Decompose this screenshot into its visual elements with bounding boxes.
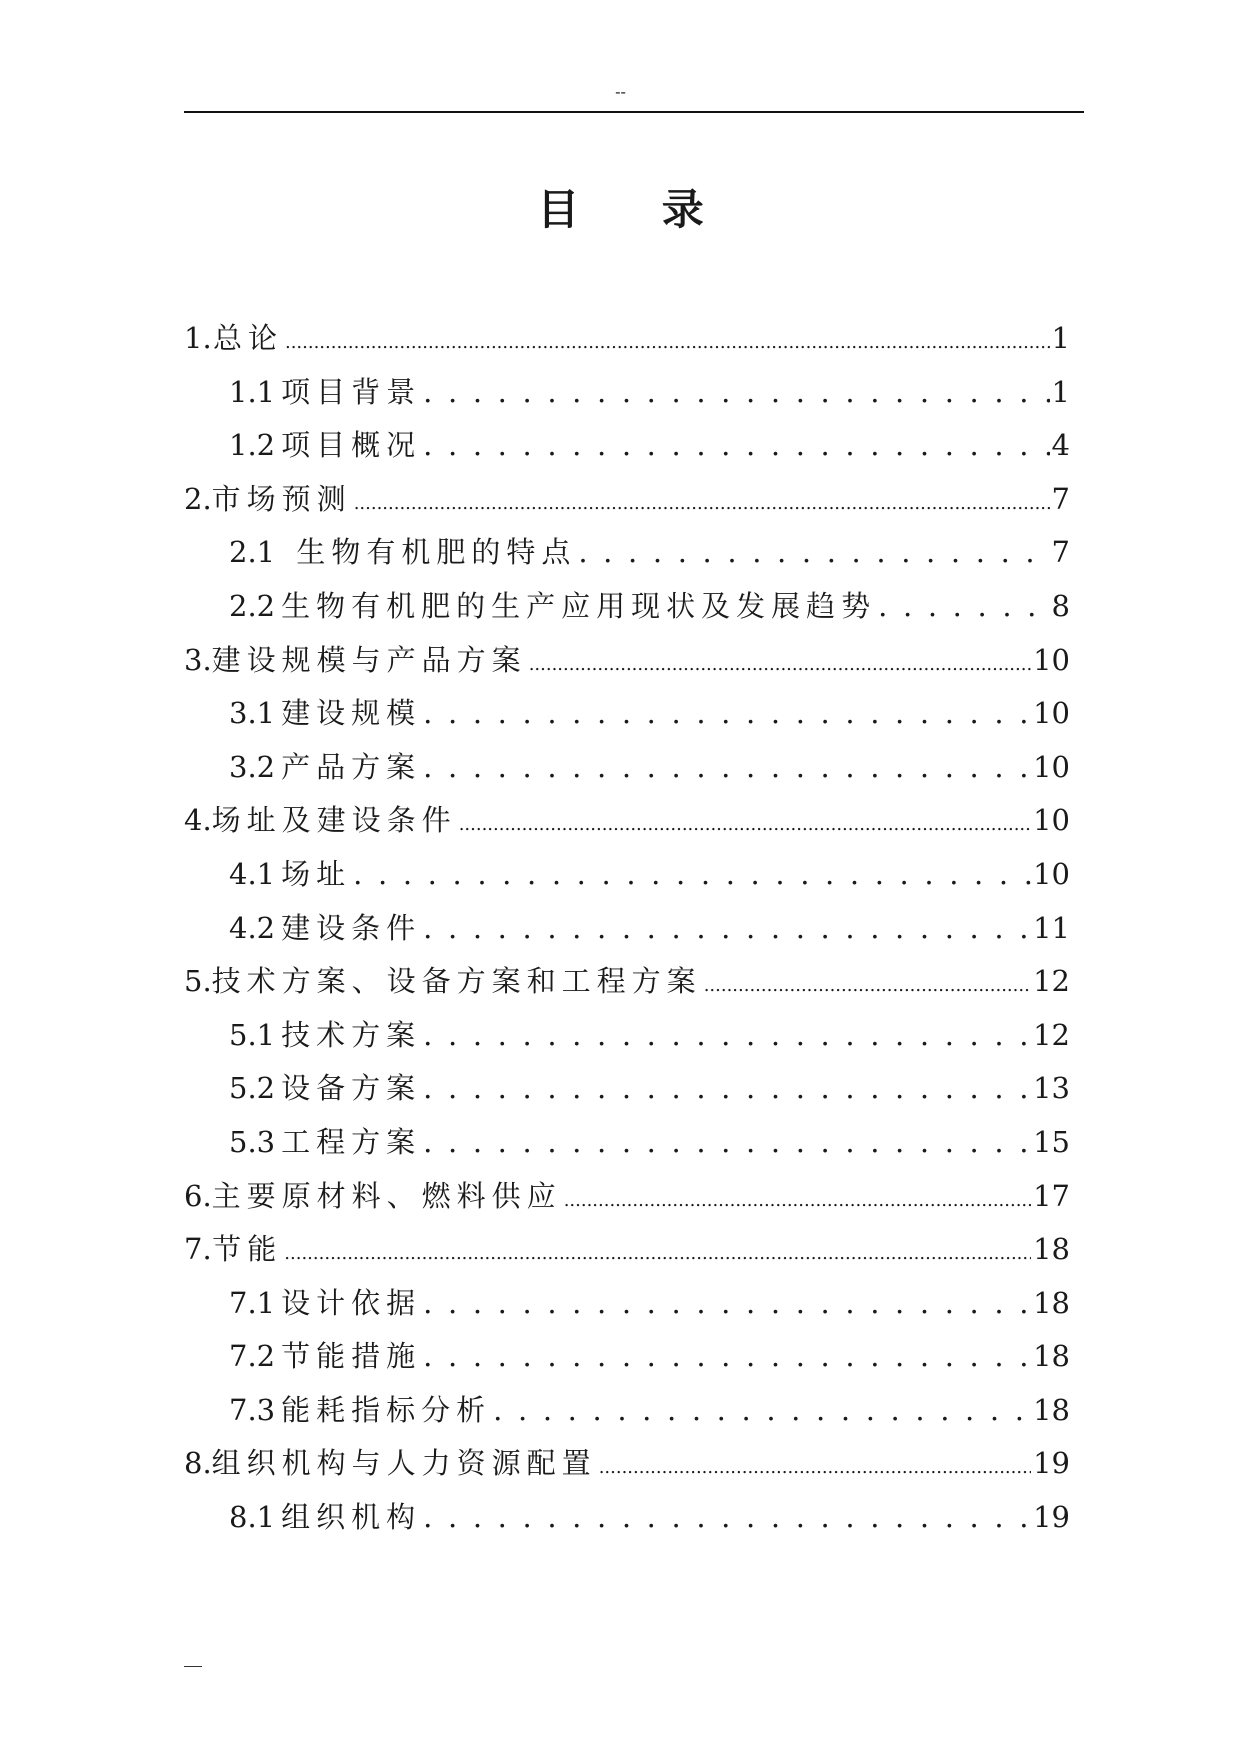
toc-entry-number: 3.2 (229, 749, 276, 784)
toc-entry-label: 产品方案 (281, 749, 422, 784)
toc-entry-number: 7. (184, 1232, 212, 1267)
toc-entry-number: 8.1 (229, 1500, 276, 1535)
toc-dot-leader (423, 1491, 1031, 1545)
toc-section-row[interactable] (184, 902, 1070, 956)
toc-entry-label: 组织机构与人力资源配置 (211, 1446, 597, 1481)
toc-section-row[interactable] (184, 1384, 1070, 1438)
toc-section-row[interactable] (184, 526, 1070, 580)
toc-section-row[interactable] (184, 1491, 1070, 1545)
toc-chapter-row[interactable] (184, 473, 1070, 527)
toc-entry-page-number: 1 (1051, 321, 1070, 355)
toc-entry-number: 4.2 (229, 910, 276, 945)
toc-dot-leader (459, 794, 1031, 848)
toc-entry-label: 主要原材料、燃料供应 (211, 1178, 562, 1213)
toc-section-row[interactable] (184, 687, 1070, 741)
toc-entry-page-number: 11 (1033, 910, 1070, 945)
toc-entry-label: 建设规模 (281, 696, 422, 731)
toc-entry-number: 1.1 (229, 374, 276, 409)
toc-entry-label: 能耗指标分析 (281, 1392, 492, 1427)
toc-entry-page-number: 10 (1033, 803, 1070, 838)
toc-entry-number: 5.2 (229, 1071, 276, 1106)
toc-entry-number: 5.1 (229, 1017, 276, 1052)
toc-entry-page-number: 12 (1033, 964, 1070, 999)
toc-entry-label: 节能 (212, 1232, 283, 1267)
toc-entry-page-number: 17 (1033, 1178, 1070, 1213)
toc-entry-page-number: 15 (1033, 1124, 1070, 1159)
toc-dot-leader (423, 1062, 1031, 1116)
toc-section-row[interactable] (184, 848, 1070, 902)
toc-entry-page-number: 19 (1033, 1446, 1070, 1481)
page-header-mark: -- (615, 82, 626, 101)
toc-entry-number: 4.1 (229, 856, 276, 891)
toc-section-row[interactable] (184, 366, 1070, 420)
toc-entry-number: 6. (184, 1178, 212, 1213)
toc-dot-leader (423, 1009, 1031, 1063)
toc-section-row[interactable] (184, 1116, 1070, 1170)
toc-entry-number: 2.2 (229, 588, 276, 623)
toc-entry-number: 4. (184, 803, 212, 838)
toc-section-row[interactable] (184, 1277, 1070, 1331)
toc-chapter-row[interactable] (184, 955, 1070, 1009)
toc-dot-leader (353, 848, 1031, 902)
toc-entry-label: 建设规模与产品方案 (211, 642, 527, 677)
toc-section-row[interactable] (184, 1009, 1070, 1063)
toc-entry-page-number: 10 (1033, 642, 1070, 677)
toc-entry-number: 7.2 (229, 1339, 276, 1374)
toc-entry-page-number: 12 (1033, 1017, 1070, 1052)
toc-chapter-row[interactable] (184, 1223, 1070, 1277)
toc-dot-leader (704, 955, 1031, 1009)
toc-entry-label: 生物有机肥的生产应用现状及发展趋势 (281, 588, 877, 623)
toc-entry-number: 2.1 (229, 535, 276, 570)
toc-entry-page-number: 13 (1033, 1071, 1070, 1106)
toc-entry-page-number: 10 (1033, 696, 1070, 731)
toc-entry-label: 场址及建设条件 (211, 803, 457, 838)
toc-entry-label: 组织机构 (281, 1500, 422, 1535)
toc-entry-number: 5. (184, 964, 212, 999)
toc-entry-page-number: 18 (1033, 1339, 1070, 1374)
toc-entry-label: 项目背景 (281, 374, 422, 409)
toc-dot-leader (493, 1384, 1031, 1438)
toc-entry-label: 节能措施 (281, 1339, 422, 1374)
header-rule (184, 111, 1084, 113)
toc-entry-page-number: 10 (1033, 749, 1070, 784)
toc-section-row[interactable] (184, 1062, 1070, 1116)
toc-dot-leader (578, 526, 1049, 580)
toc-dot-leader (423, 1277, 1031, 1331)
toc-chapter-row[interactable] (184, 1437, 1070, 1491)
toc-dot-leader (529, 634, 1031, 688)
toc-entry-label: 项目概况 (281, 428, 422, 463)
toc-entry-label: 场址 (281, 856, 352, 891)
toc-entry-number: 7.3 (229, 1392, 276, 1427)
toc-entry-number: 8. (184, 1446, 212, 1481)
toc-dot-leader (599, 1437, 1031, 1491)
toc-entry-number: 5.3 (229, 1124, 276, 1159)
toc-dot-leader (878, 580, 1049, 634)
toc-section-row[interactable] (184, 419, 1070, 473)
footer-mark (184, 1666, 202, 1667)
toc-dot-leader (423, 1116, 1031, 1170)
toc-entry-page-number: 7 (1051, 535, 1070, 570)
toc-entry-label: 总论 (212, 321, 283, 355)
toc-entry-number: 7.1 (229, 1285, 276, 1320)
toc-dot-leader (423, 366, 1049, 420)
toc-entry-number: 1.2 (229, 428, 276, 463)
toc-entry-label: 技术方案 (281, 1017, 422, 1052)
toc-entry-page-number: 18 (1033, 1392, 1070, 1427)
page-title: 目 录 (537, 185, 738, 234)
toc-chapter-row[interactable] (184, 794, 1070, 848)
toc-entry-page-number: 1 (1051, 374, 1070, 409)
toc-entry-label: 工程方案 (281, 1124, 422, 1159)
toc-chapter-row[interactable] (184, 634, 1070, 688)
toc-entry-number: 3. (184, 642, 212, 677)
toc-dot-leader (564, 1170, 1031, 1224)
toc-dot-leader (423, 687, 1031, 741)
toc-section-row[interactable] (184, 741, 1070, 795)
toc-dot-leader (423, 741, 1031, 795)
toc-entry-label: 设备方案 (281, 1071, 422, 1106)
toc-chapter-row[interactable] (184, 312, 1070, 366)
toc-dot-leader (354, 473, 1050, 527)
table-of-contents (184, 312, 1070, 1545)
toc-chapter-row[interactable] (184, 1170, 1070, 1224)
toc-entry-page-number: 19 (1033, 1500, 1070, 1535)
toc-section-row[interactable] (184, 580, 1070, 634)
toc-entry-page-number: 18 (1033, 1232, 1070, 1267)
toc-dot-leader (423, 1330, 1031, 1384)
toc-entry-page-number: 18 (1033, 1285, 1070, 1320)
toc-entry-number: 1. (184, 321, 212, 355)
toc-entry-label: 设计依据 (281, 1285, 422, 1320)
toc-entry-number: 2. (184, 481, 212, 516)
toc-dot-leader (284, 1223, 1031, 1277)
toc-section-row[interactable] (184, 1330, 1070, 1384)
toc-entry-label: 技术方案、设备方案和工程方案 (211, 964, 702, 999)
toc-entry-page-number: 7 (1051, 481, 1070, 516)
toc-dot-leader (423, 902, 1031, 956)
toc-entry-page-number: 4 (1051, 428, 1070, 463)
toc-entry-number: 3.1 (229, 696, 276, 731)
toc-entry-page-number: 8 (1051, 588, 1070, 623)
toc-entry-label: 市场预测 (211, 481, 352, 516)
toc-dot-leader (285, 312, 1050, 366)
toc-entry-label: 建设条件 (281, 910, 422, 945)
toc-entry-page-number: 10 (1033, 856, 1070, 891)
toc-dot-leader (423, 419, 1049, 473)
toc-entry-label: 生物有机肥的特点 (281, 535, 577, 570)
